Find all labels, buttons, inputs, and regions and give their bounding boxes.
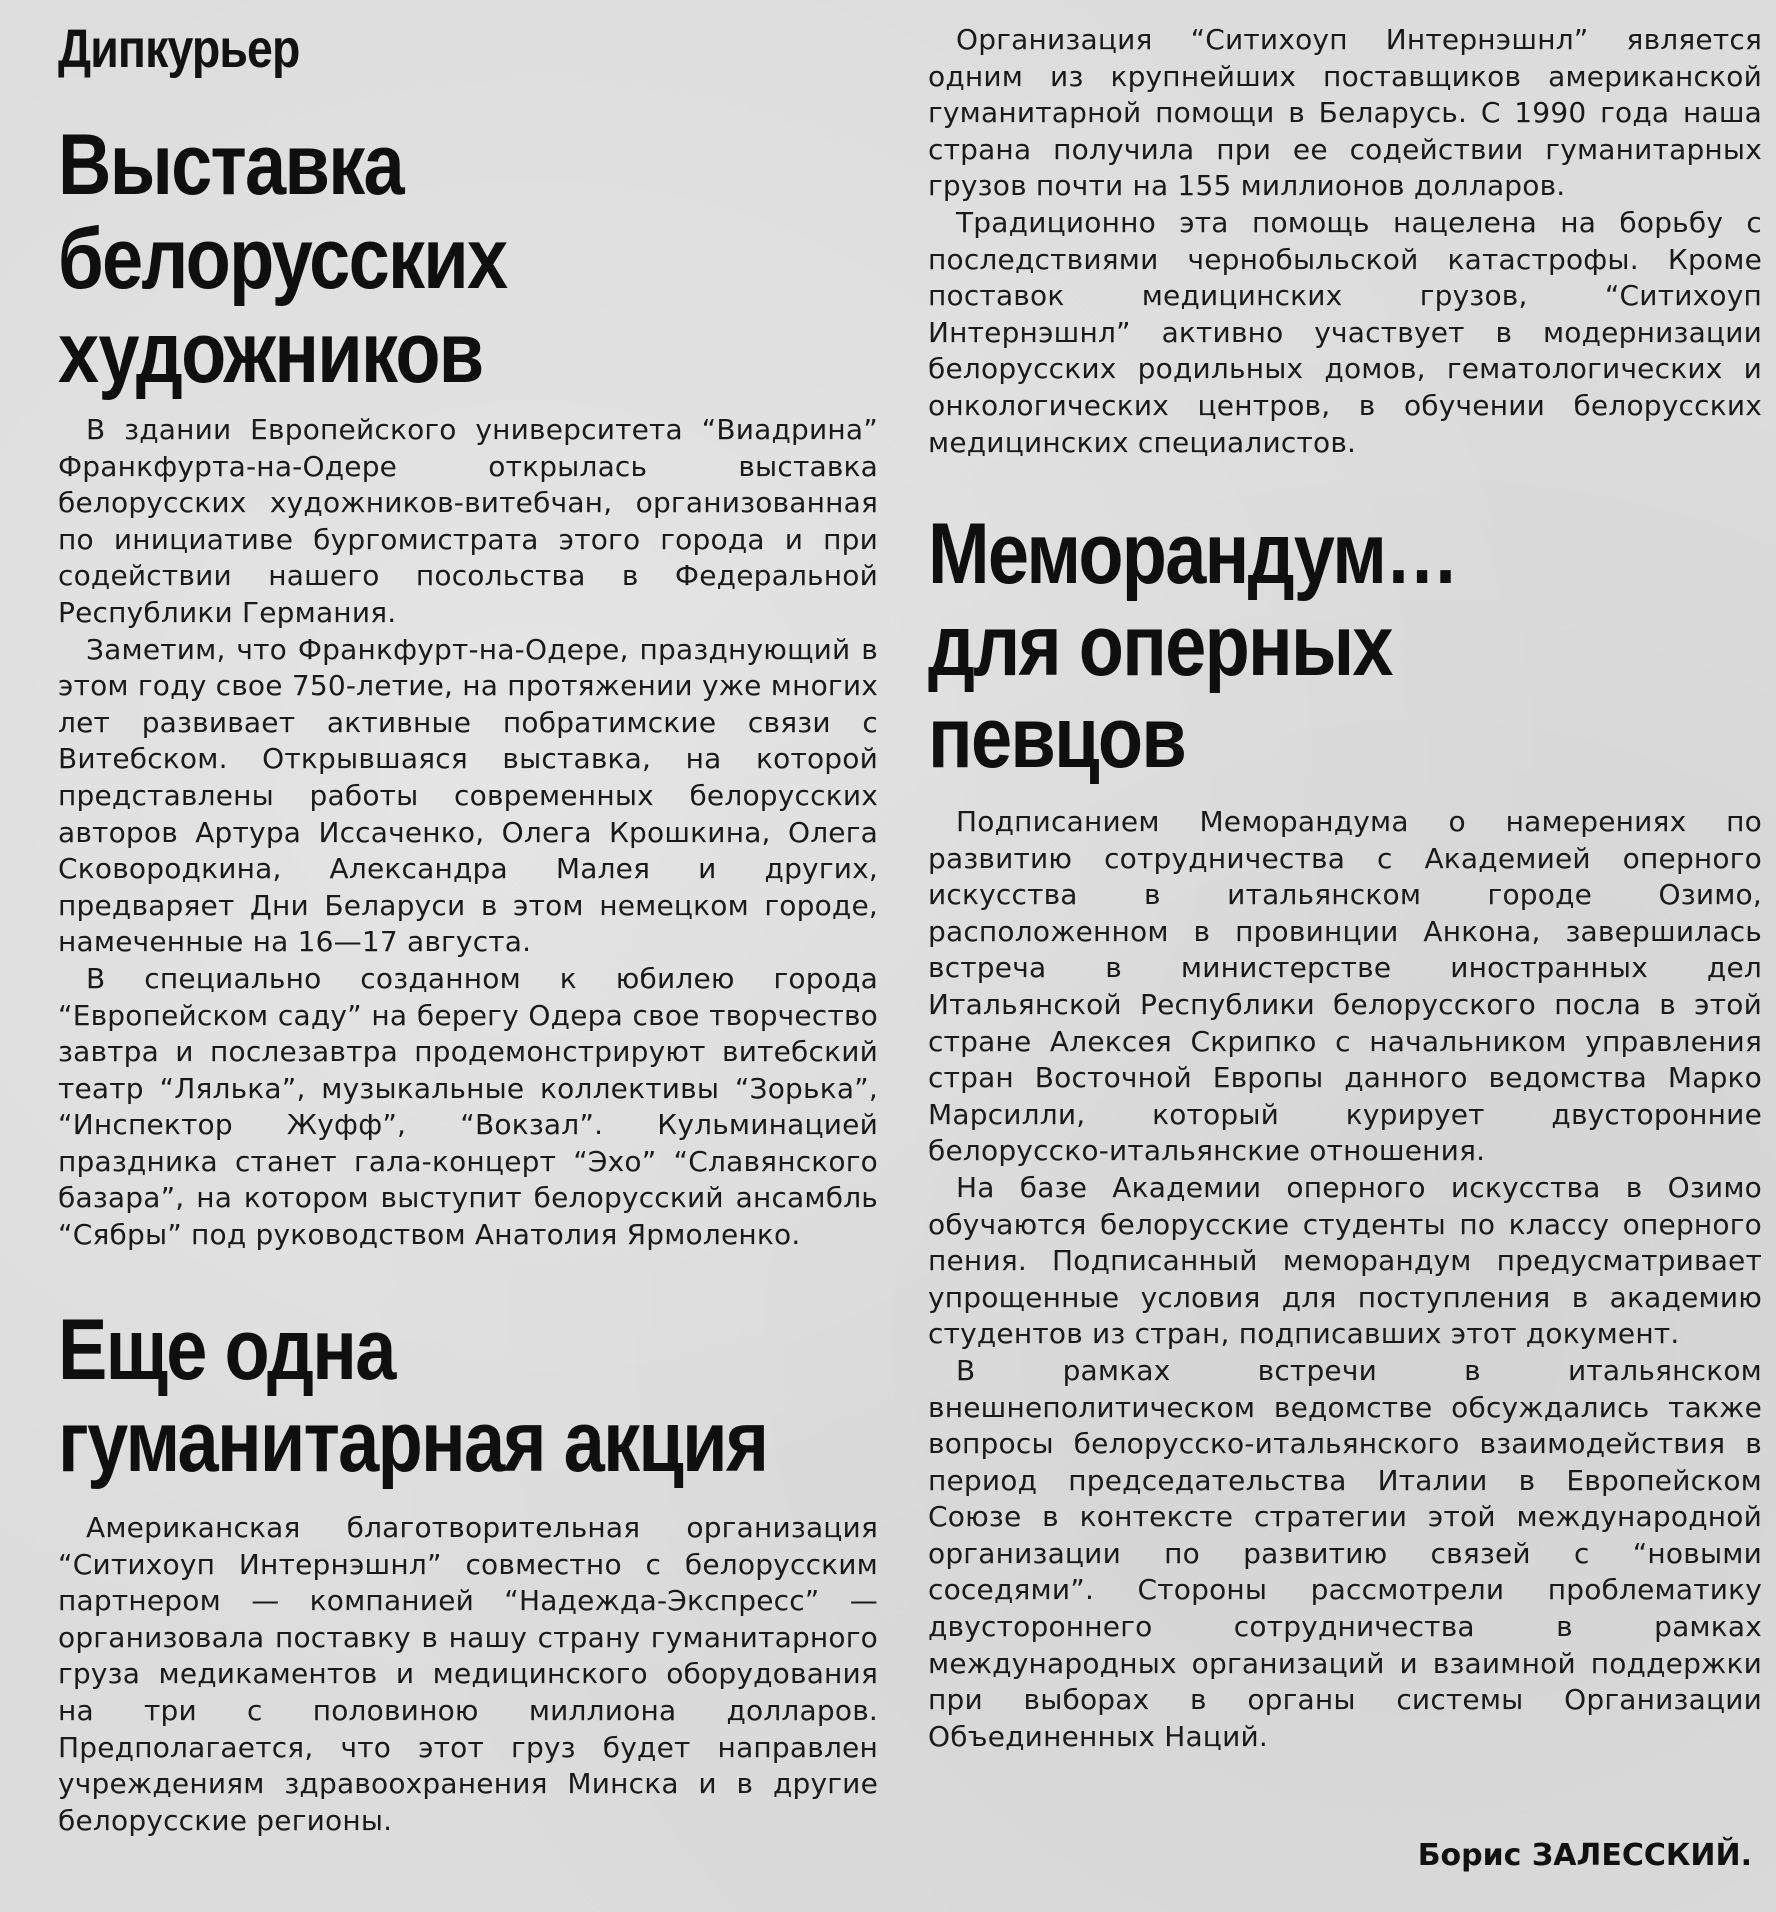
paragraph: Американская благотворительная организация “Ситихоуп Интернэшнл” совместно с белорусским партнером — компанией “Надежда-Экспресс” — организовала поставку в нашу страну гуманитарного груза медикаментов и медицинского оборудования на три с половиною миллиона долларов. Предполагается, что этот груз будет направлен учреждениям здравоохранения Минска и в другие белорусские регионы. xyxy=(58,1511,878,1837)
headline-line: Выставка xyxy=(58,117,403,213)
paragraph: В здании Европейского университета “Виадрина” Франкфурта-на-Одере открылась выставка белорусских художников-витебчан, организованная по инициативе бургомистрата этого города и при содействии нашего посольства в Федеральной Республики Германия. xyxy=(58,413,878,629)
memorandum-headline xyxy=(928,508,1457,784)
paragraph: В рамках встречи в итальянском внешнеполитическом ведомстве обсуждались также вопросы белорусско-итальянского взаимодействия в период председательства Италии в Европейском Союзе в контексте стратегии этой международной организации по развитию связей с “новыми соседями”. Стороны рассмотрели проблематику двустороннего сотрудничества в рамках международных организаций и взаимной поддержки при выборах в органы системы Организации Объединенных Наций. xyxy=(928,1353,1762,1753)
memorandum-body xyxy=(928,804,1762,1755)
exhibition-headline xyxy=(58,118,506,400)
headline-line: Меморандум… xyxy=(928,506,1458,602)
headline-line: гуманитарная акция xyxy=(58,1394,768,1490)
headline-line: Еще одна xyxy=(58,1302,395,1398)
humanitarian-headline xyxy=(58,1304,767,1488)
headline-line: художников xyxy=(58,305,483,401)
section-rubric: Дипкурьер xyxy=(58,19,300,79)
paragraph: В специально созданном к юбилею города “Европейском саду” на берегу Одера свое творчество завтра и послезавтра продемонстрируют витебский театр “Лялька”, музыкальные коллективы “Зорька”, “Инспектор Жуфф”, “Вокзал”. Кульминацией праздника станет гала-концерт “Эхо” “Славянского базара”, на котором выступит белорусский ансамбль “Сябры” под руководством Анатолия Ярмоленко. xyxy=(58,961,878,1252)
headline-line: для оперных xyxy=(928,598,1392,694)
exhibition-body xyxy=(58,412,878,1254)
paragraph: На базе Академии оперного искусства в Озимо обучаются белорусские студенты по классу оперного пения. Подписанный меморандум предусматривает упрощенные условия для поступления в академию студентов из стран, подписавших этот документ. xyxy=(928,1170,1762,1351)
headline-line: белорусских xyxy=(58,211,507,307)
author-byline: Борис ЗАЛЕССКИЙ. xyxy=(1417,1838,1752,1873)
paragraph: Традиционно эта помощь нацелена на борьбу с последствиями чернобыльской катастрофы. Кроме поставок медицинских грузов, “Ситихоуп Интернэшнл” активно участвует в модернизации белорусских родильных домов, гематологических и онкологических центров, в обучении белорусских медицинских специалистов. xyxy=(928,205,1762,459)
paragraph: Заметим, что Франкфурт-на-Одере, празднующий в этом году свое 750-летие, на протяжении уже многих лет развивает активные побратимские связи с Витебском. Открывшаяся выставка, на которой представлены работы современных белорусских авторов Артура Иссаченко, Олега Крошкина, Олега Сковородкина, Александра Малея и других, предваряет Дни Беларуси в этом немецком городе, намеченные на 16—17 августа. xyxy=(58,632,878,959)
humanitarian-body xyxy=(58,1510,878,1839)
paragraph: Подписанием Меморандума о намерениях по развитию сотрудничества с Академией оперного искусства в итальянском городе Озимо, расположенном в провинции Анкона, завершилась встреча в министерстве иностранных дел Итальянской Республики белорусского посла в этой стране Алексея Скрипко с начальником управления стран Восточной Европы данного ведомства Марко Марсилли, который курирует двусторонние белорусско-итальянские отношения. xyxy=(928,805,1762,1168)
headline-line: певцов xyxy=(928,690,1186,786)
paragraph: Организация “Ситихоуп Интернэшнл” является одним из крупнейших поставщиков американской гуманитарной помощи в Беларусь. С 1990 года наша страна получила при ее содействии гуманитарных грузов почти на 155 миллионов долларов. xyxy=(928,23,1762,203)
humanitarian-continuation xyxy=(928,22,1762,461)
